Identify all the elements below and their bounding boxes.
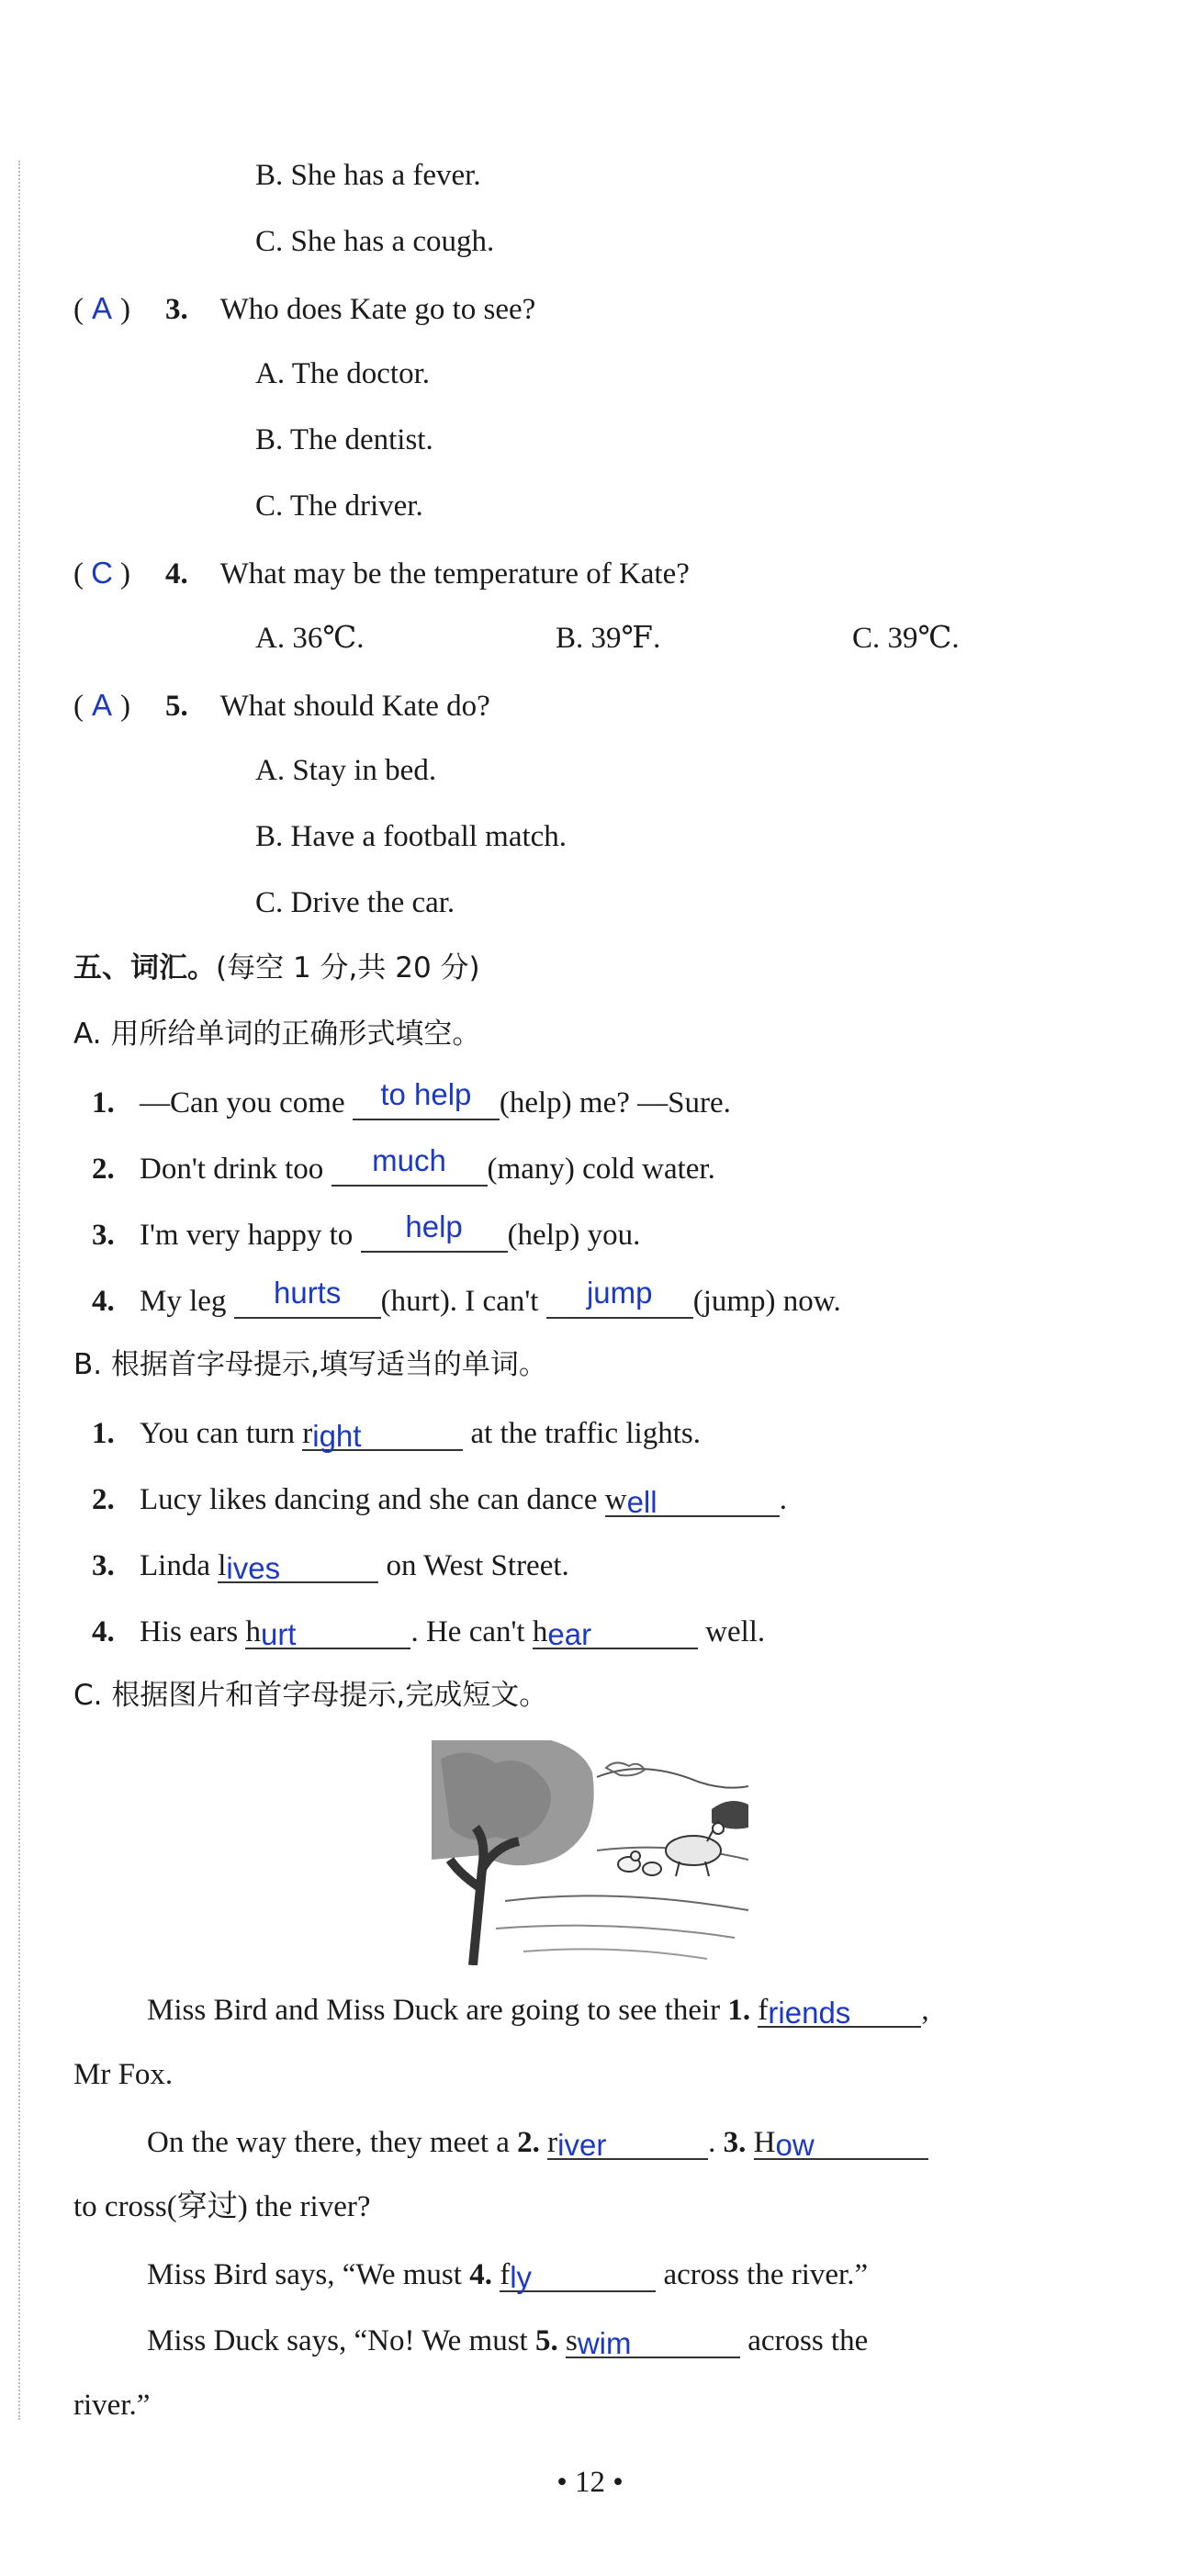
- blank-answer: wim: [577, 2326, 632, 2360]
- item-number: 2.: [92, 1483, 115, 1516]
- q4-option-a: A. 36℃.: [255, 622, 365, 655]
- passage-text: ,: [921, 1994, 929, 2027]
- hint-letter: H: [753, 2126, 776, 2159]
- question-text: What should Kate do?: [219, 690, 490, 723]
- part-b-item-1: [92, 1414, 701, 1453]
- passage-text: across the river.”: [663, 2258, 869, 2291]
- passage-paragraph-4-cont: river.”: [73, 2389, 151, 2422]
- passage-paragraph-4: [147, 2322, 868, 2360]
- question-number: 5.: [165, 690, 188, 723]
- answer-paren: ( C ): [73, 556, 130, 591]
- letter-blank[interactable]: [533, 1613, 698, 1649]
- part-a-item-4: [92, 1276, 841, 1321]
- question-number: 4.: [165, 557, 188, 591]
- blank-answer: ear: [547, 1617, 592, 1651]
- item-number: 1.: [92, 1086, 115, 1119]
- blank-number: 3.: [723, 2126, 747, 2159]
- answer-choice: A: [91, 688, 112, 722]
- letter-blank[interactable]: [245, 1613, 410, 1649]
- blank-number: 2.: [517, 2126, 540, 2159]
- blank-answer: jump: [586, 1276, 653, 1310]
- passage-paragraph-1: [147, 1991, 929, 2030]
- q4-option-b: B. 39℉.: [556, 622, 661, 655]
- q5-option-b: B. Have a football match.: [255, 820, 568, 853]
- part-a-item-2: [92, 1143, 715, 1188]
- item-text: (jump) now.: [692, 1285, 841, 1318]
- hint-letter: f: [500, 2258, 511, 2291]
- part-a-title: A. 用所给单词的正确形式填空。: [73, 1018, 481, 1051]
- item-number: 1.: [92, 1417, 115, 1450]
- q2-option-c: C. She has a cough.: [255, 225, 495, 258]
- q3-option-c: C. The driver.: [255, 489, 423, 523]
- item-number: 3.: [92, 1219, 115, 1252]
- question-number: 3.: [165, 293, 188, 326]
- story-illustration: [432, 1740, 748, 1965]
- item-text: Lucy likes dancing and she can dance: [140, 1483, 598, 1516]
- question-4: [73, 555, 690, 593]
- blank-answer: urt: [260, 1617, 297, 1651]
- question-5: [73, 687, 490, 726]
- letter-blank[interactable]: [547, 2123, 708, 2160]
- item-text: (help) me? —Sure.: [499, 1086, 731, 1119]
- item-text: Don't drink too: [140, 1153, 324, 1186]
- blank-answer: hurts: [273, 1276, 342, 1310]
- section-title: 五、词汇。: [73, 951, 216, 984]
- hint-letter: s: [565, 2324, 578, 2357]
- item-text: (hurt). I can't: [380, 1285, 539, 1318]
- part-b-item-3: [92, 1547, 569, 1585]
- answer-paren: ( A ): [73, 291, 130, 326]
- blank-answer: iver: [557, 2128, 607, 2162]
- passage-text: On the way there, they meet a: [147, 2126, 510, 2159]
- blank-answer: ly: [510, 2260, 533, 2294]
- hint-letter: r: [547, 2126, 558, 2159]
- q5-option-a: A. Stay in bed.: [255, 754, 437, 787]
- blank-answer: ight: [312, 1419, 362, 1453]
- blank-answer: much: [372, 1143, 446, 1177]
- item-text: You can turn: [140, 1417, 295, 1450]
- item-text: at the traffic lights.: [470, 1417, 701, 1450]
- letter-blank[interactable]: [566, 2322, 740, 2358]
- question-text: What may be the temperature of Kate?: [219, 557, 690, 591]
- blank-answer: help: [405, 1209, 463, 1243]
- blank-number: 4.: [469, 2258, 492, 2291]
- answer-choice: A: [91, 291, 112, 325]
- answer-blank[interactable]: [546, 1276, 693, 1319]
- item-number: 4.: [92, 1615, 115, 1648]
- item-text: (help) you.: [507, 1219, 641, 1252]
- item-text: I'm very happy to: [140, 1219, 354, 1252]
- question-3: [73, 290, 535, 329]
- answer-blank[interactable]: [234, 1276, 381, 1319]
- part-b-title: B. 根据首字母提示,填写适当的单词。: [73, 1348, 547, 1381]
- answer-paren: ( A ): [73, 688, 130, 723]
- part-b-item-2: [92, 1480, 787, 1519]
- passage-paragraph-2-cont: to cross(穿过) the river?: [73, 2190, 371, 2223]
- item-text: Linda: [140, 1549, 210, 1582]
- hint-letter: l: [218, 1549, 227, 1582]
- hint-letter: h: [245, 1615, 261, 1648]
- score-note: (每空 1 分,共 20 分): [216, 951, 480, 984]
- blank-answer: ell: [626, 1485, 657, 1519]
- hint-letter: w: [604, 1483, 627, 1516]
- q3-option-b: B. The dentist.: [255, 423, 433, 456]
- part-c-title: C. 根据图片和首字母提示,完成短文。: [73, 1679, 548, 1712]
- passage-text: .: [708, 2126, 716, 2159]
- margin-dotted-line: [18, 161, 20, 2420]
- blank-answer: ives: [226, 1551, 281, 1585]
- answer-blank[interactable]: [361, 1209, 508, 1253]
- passage-text: across the: [747, 2324, 869, 2357]
- item-text: (many) cold water.: [487, 1153, 715, 1186]
- item-number: 4.: [92, 1285, 115, 1318]
- passage-paragraph-1-cont: Mr Fox.: [73, 2058, 174, 2091]
- item-text: —Can you come: [140, 1086, 345, 1119]
- hint-letter: f: [758, 1994, 769, 2027]
- item-text: My leg: [140, 1285, 227, 1318]
- letter-blank[interactable]: [758, 1991, 921, 2028]
- blank-answer: riends: [768, 1996, 851, 2030]
- item-text: . He can't: [410, 1615, 525, 1648]
- hint-letter: h: [532, 1615, 548, 1648]
- section-heading: [73, 951, 480, 985]
- item-number: 2.: [92, 1153, 115, 1186]
- part-b-item-4: [92, 1613, 765, 1651]
- hint-letter: r: [302, 1417, 313, 1450]
- q3-option-a: A. The doctor.: [255, 357, 431, 390]
- answer-blank[interactable]: [353, 1077, 500, 1120]
- item-text: well.: [705, 1615, 766, 1648]
- blank-number: 1.: [727, 1994, 751, 2027]
- q5-option-c: C. Drive the car.: [255, 886, 455, 919]
- item-text: .: [779, 1483, 787, 1516]
- blank-answer: ow: [775, 2128, 815, 2162]
- passage-text: Miss Bird says, “We must: [147, 2258, 462, 2291]
- item-number: 3.: [92, 1549, 115, 1582]
- item-text: His ears: [140, 1615, 239, 1648]
- answer-choice: C: [91, 556, 113, 590]
- q4-option-c: C. 39℃.: [852, 622, 960, 655]
- letter-blank[interactable]: [218, 1547, 378, 1583]
- part-a-item-1: [92, 1077, 731, 1122]
- page-number: • 12 •: [556, 2466, 624, 2499]
- letter-blank[interactable]: [605, 1480, 780, 1517]
- q2-option-b: B. She has a fever.: [255, 159, 481, 192]
- letter-blank[interactable]: [302, 1414, 463, 1451]
- passage-text: Miss Duck says, “No! We must: [147, 2324, 528, 2357]
- answer-blank[interactable]: [332, 1143, 488, 1187]
- part-a-item-3: [92, 1209, 641, 1254]
- question-text: Who does Kate go to see?: [219, 293, 536, 326]
- blank-number: 5.: [534, 2324, 558, 2357]
- letter-blank[interactable]: [754, 2123, 928, 2160]
- passage-text: Miss Bird and Miss Duck are going to see their: [147, 1994, 721, 2027]
- letter-blank[interactable]: [500, 2255, 656, 2292]
- item-text: on West Street.: [386, 1549, 569, 1582]
- blank-answer: to help: [380, 1077, 472, 1111]
- passage-paragraph-3: [147, 2255, 868, 2294]
- passage-paragraph-2: [147, 2123, 928, 2162]
